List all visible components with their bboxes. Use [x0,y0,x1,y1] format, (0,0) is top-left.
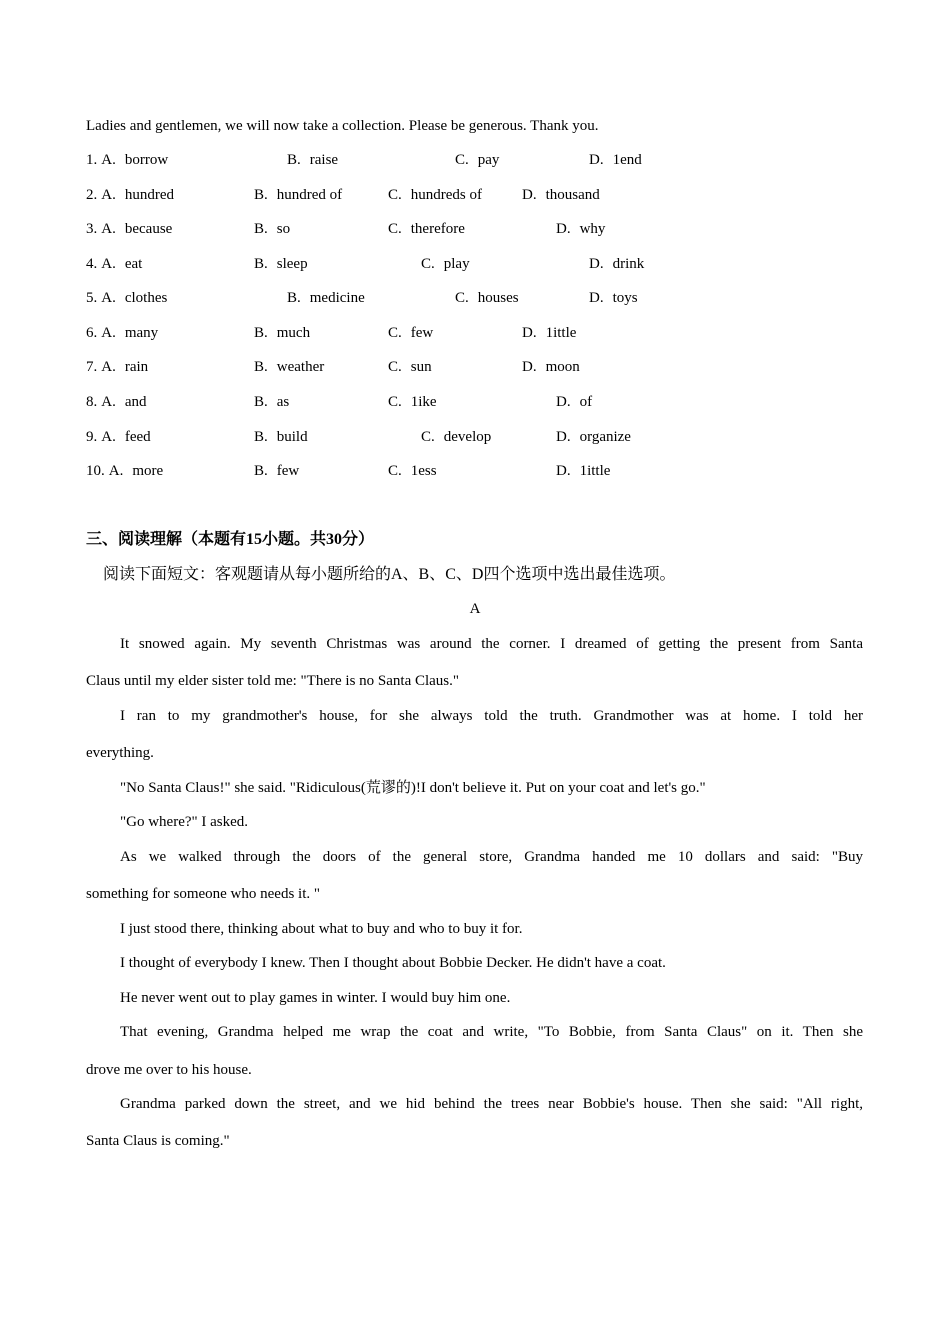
option-c [421,427,491,447]
option-text: much [276,325,311,341]
question-row [0,357,950,377]
option-text: thousand [545,187,600,203]
option-text: because [124,221,173,237]
option-b [254,427,308,447]
passage-line: everything. [86,745,154,761]
option-text: as [276,394,290,410]
option-letter: D. [589,290,604,306]
section-instruction: 阅读下面短文：客观题请从每小题所给的A、B、C、D四个选项中选出最佳选项。 [103,566,676,583]
passage-line: I thought of everybody I knew. Then I thought about Bobbie Decker. He didn't have a coat. [120,955,666,971]
option-c [388,461,437,481]
option-text: 1ittle [545,325,577,341]
option-a [86,185,174,205]
option-letter: C. [388,187,402,203]
option-letter: B. [254,463,268,479]
option-b [287,150,338,170]
option-letter: D. [556,463,571,479]
passage-line: That evening, Grandma helped me wrap the coat and write, "To Bobbie, from Santa Claus" on it. Then she [120,1024,863,1040]
option-letter: B. [254,429,268,445]
passage-line: Santa Claus is coming." [86,1133,230,1149]
option-c [455,288,519,308]
question-row [0,392,950,412]
option-text: sun [410,359,432,375]
option-letter: A. [101,256,116,272]
question-row [0,427,950,447]
question-row [0,219,950,239]
option-c [388,185,482,205]
option-a [86,254,142,274]
option-b [254,357,324,377]
option-letter: C. [388,221,402,237]
passage-line: "No Santa Claus!" she said. "Ridiculous(荒谬的)!I don't believe it. Put on your coat and let's go." [120,780,706,796]
option-b [254,323,310,343]
option-text: 1ess [410,463,437,479]
option-text: many [124,325,159,341]
question-row [0,323,950,343]
option-letter: A. [101,325,116,341]
option-text: borrow [124,152,169,168]
option-text: pay [477,152,500,168]
option-a [86,219,172,239]
option-letter: D. [589,256,604,272]
passage-line: He never went out to play games in winter. I would buy him one. [120,990,511,1006]
option-letter: B. [254,221,268,237]
option-letter: A. [101,187,116,203]
option-d [522,185,600,205]
option-text: 1ike [410,394,437,410]
option-a [86,461,163,481]
question-number: 2. [86,187,98,203]
passage-line: I ran to my grandmother's house, for she always told the truth. Grandmother was at home. I told her [120,708,863,724]
option-letter: B. [254,256,268,272]
option-letter: B. [287,152,301,168]
question-row [0,461,950,481]
option-text: houses [477,290,519,306]
option-c [388,392,437,412]
passage-line: "Go where?" I asked. [120,814,249,830]
option-letter: B. [254,325,268,341]
option-letter: B. [254,394,268,410]
question-number: 4. [86,256,98,272]
option-letter: D. [522,359,537,375]
option-text: few [410,325,434,341]
option-letter: A. [101,221,116,237]
option-letter: D. [556,429,571,445]
option-letter: C. [455,290,469,306]
passage-line: Grandma parked down the street, and we hid behind the trees near Bobbie's house. Then she said: "All right, [120,1096,863,1112]
cloze-closing-sentence: Ladies and gentlemen, we will now take a collection. Please be generous. Thank you. [86,118,599,134]
option-text: hundred [124,187,174,203]
option-text: hundred of [276,187,343,203]
option-a [86,357,148,377]
question-row [0,288,950,308]
option-text: 1ittle [579,463,611,479]
option-b [254,185,342,205]
passage-line: It snowed again. My seventh Christmas was around the corner. I dreamed of getting the present from Santa [120,636,863,652]
option-text: drink [612,256,645,272]
option-letter: C. [388,325,402,341]
option-text: toys [612,290,638,306]
option-text: medicine [309,290,365,306]
option-d [522,323,576,343]
option-c [388,323,433,343]
option-text: more [132,463,164,479]
option-text: so [276,221,291,237]
option-text: why [579,221,606,237]
option-text: of [579,394,593,410]
option-letter: D. [589,152,604,168]
option-letter: C. [421,429,435,445]
option-b [254,254,308,274]
question-number: 1. [86,152,98,168]
option-letter: B. [287,290,301,306]
option-letter: D. [522,187,537,203]
option-text: sleep [276,256,308,272]
option-text: play [443,256,470,272]
option-text: rain [124,359,149,375]
option-a [86,150,168,170]
question-number: 6. [86,325,98,341]
section-heading: 三、阅读理解（本题有15小题。共30分） [86,531,375,548]
option-c [421,254,470,274]
option-d [556,219,605,239]
question-number: 5. [86,290,98,306]
option-text: weather [276,359,325,375]
option-letter: A. [101,152,116,168]
question-number: 8. [86,394,98,410]
passage-line: As we walked through the doors of the general store, Grandma handed me 10 dollars and said: "Buy [120,849,863,865]
option-text: and [124,394,147,410]
option-c [388,357,432,377]
option-letter: B. [254,359,268,375]
option-b [287,288,365,308]
option-c [388,219,465,239]
option-a [86,427,151,447]
option-letter: C. [388,359,402,375]
option-text: build [276,429,308,445]
option-b [254,219,290,239]
option-text: eat [124,256,143,272]
option-d [589,150,642,170]
question-number: 7. [86,359,98,375]
option-text: develop [443,429,492,445]
option-letter: C. [388,463,402,479]
option-letter: D. [522,325,537,341]
question-row [0,150,950,170]
passage-line: Claus until my elder sister told me: "There is no Santa Claus." [86,673,460,689]
option-d [556,392,592,412]
option-d [589,288,638,308]
option-a [86,392,147,412]
option-letter: D. [556,221,571,237]
option-letter: C. [455,152,469,168]
option-text: clothes [124,290,168,306]
option-d [522,357,580,377]
option-text: moon [545,359,580,375]
option-letter: A. [108,463,124,479]
option-letter: B. [254,187,268,203]
option-letter: A. [101,290,116,306]
option-letter: C. [388,394,402,410]
passage-line: I just stood there, thinking about what to buy and who to buy it for. [120,921,523,937]
option-letter: D. [556,394,571,410]
question-row [0,254,950,274]
option-d [556,427,631,447]
option-text: hundreds of [410,187,483,203]
option-letter: A. [101,429,116,445]
option-d [589,254,644,274]
option-a [86,288,167,308]
option-d [556,461,610,481]
option-text: feed [124,429,151,445]
passage-line: drove me over to his house. [86,1062,252,1078]
question-number: 9. [86,429,98,445]
option-b [254,461,299,481]
passage-label: A [469,601,481,617]
option-letter: A. [101,394,116,410]
option-text: raise [309,152,339,168]
option-a [86,323,158,343]
option-c [455,150,499,170]
option-text: therefore [410,221,465,237]
option-text: organize [579,429,631,445]
question-number: 10. [86,463,105,479]
option-letter: C. [421,256,435,272]
option-text: 1end [612,152,642,168]
option-text: few [276,463,300,479]
passage-line: something for someone who needs it. " [86,886,321,902]
option-letter: A. [101,359,116,375]
option-b [254,392,289,412]
question-row [0,185,950,205]
question-number: 3. [86,221,98,237]
